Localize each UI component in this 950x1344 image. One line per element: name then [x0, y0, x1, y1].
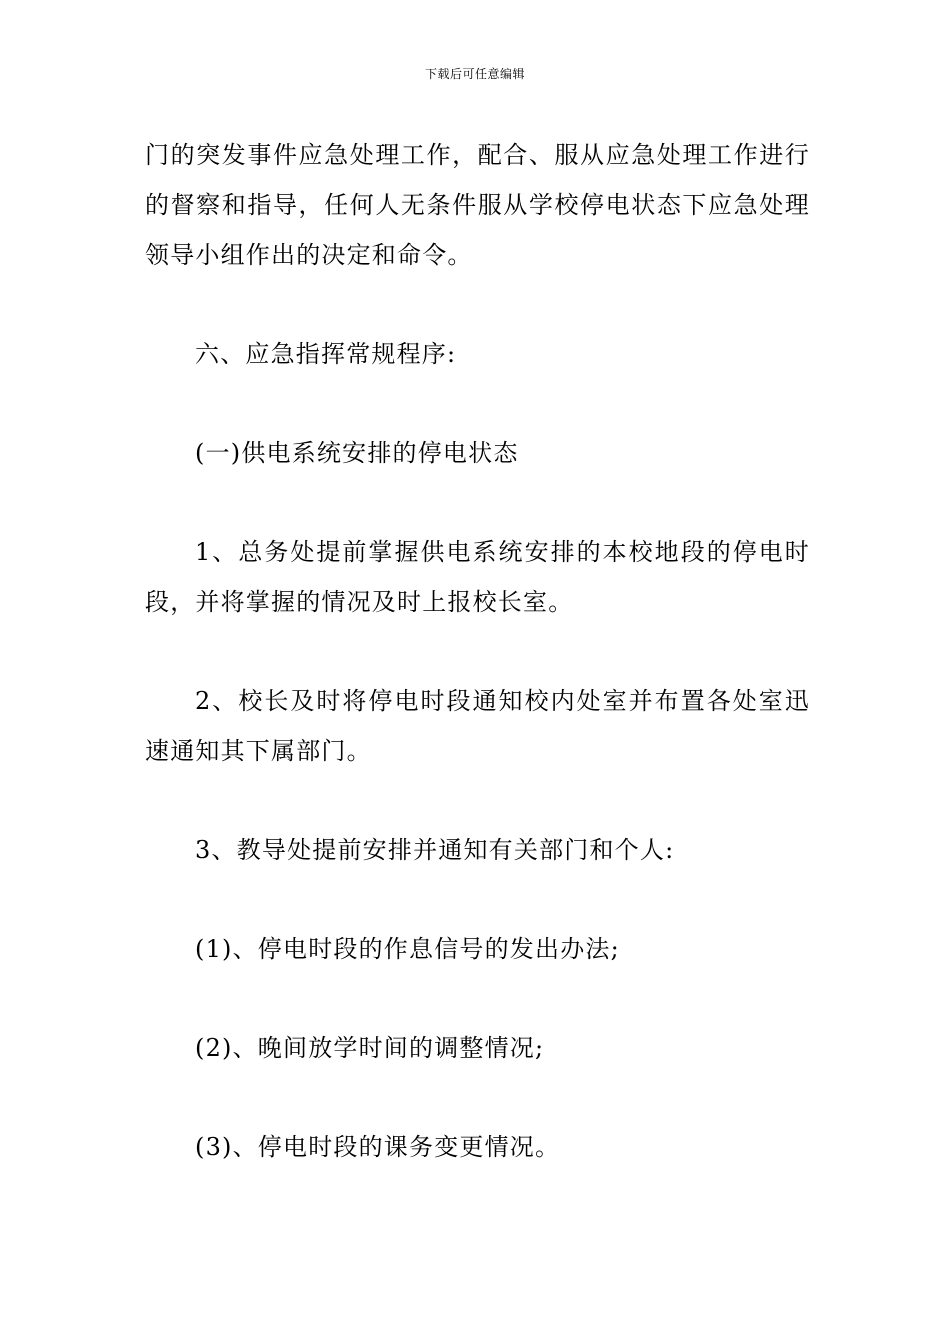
list-item-2: 2、校长及时将停电时段通知校内处室并布置各处室迅速通知其下属部门。: [145, 687, 810, 765]
subsection-heading-one: (一)供电系统安排的停电状态: [195, 439, 519, 467]
page-header-note: 下载后可任意编辑: [424, 67, 525, 81]
section-heading-six: 六、应急指挥常规程序:: [195, 340, 457, 368]
list-item-1: 1、总务处提前掌握供电系统安排的本校地段的停电时段，并将掌握的情况及时上报校长室。: [145, 538, 810, 616]
sub-item-2: (2)、晚间放学时间的调整情况;: [195, 1034, 545, 1062]
paragraph-continuation: 门的突发事件应急处理工作，配合、服从应急处理工作进行的督察和指导，任何人无条件服从学校停电状态下应急处理领导小组作出的决定和命令。: [145, 141, 810, 269]
list-item-3: 3、教导处提前安排并通知有关部门和个人:: [195, 836, 675, 864]
sub-item-3: (3)、停电时段的课务变更情况。: [195, 1133, 561, 1161]
document-body: [145, 130, 810, 1172]
sub-item-1: (1)、停电时段的作息信号的发出办法;: [195, 935, 620, 963]
